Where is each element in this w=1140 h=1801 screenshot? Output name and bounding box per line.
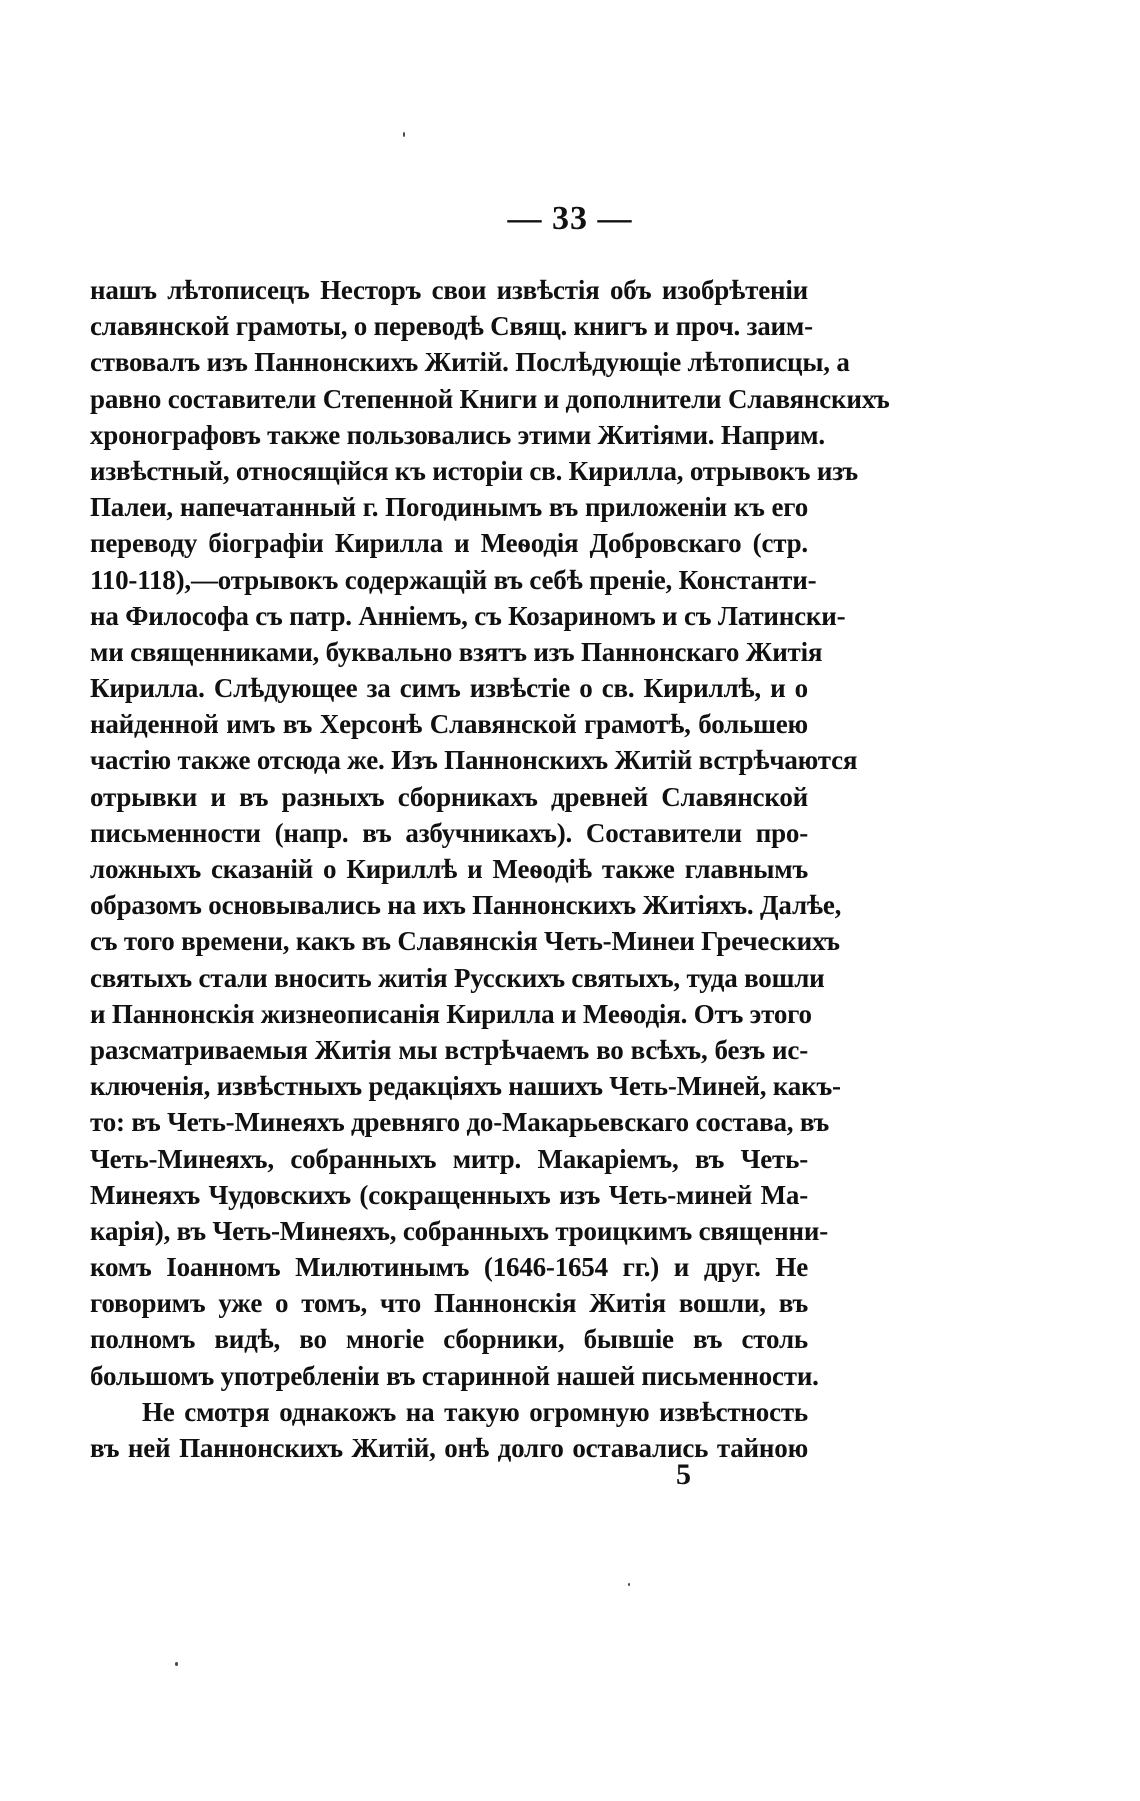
text-line: на Философа съ патр. Анніемъ, съ Козариномъ и съ Латински- bbox=[90, 600, 846, 631]
text-line: съ того времени, какъ въ Славянскія Четь-Минеи Греческихъ bbox=[90, 926, 840, 957]
text-line: въ ней Паннонскихъ Житій, онѣ долго оставались тайною bbox=[90, 1433, 808, 1463]
page-number: — 33 — bbox=[507, 200, 633, 237]
text-line: отрывки и въ разныхъ сборникахъ древней Славянской bbox=[90, 781, 808, 812]
text-line: комъ Іоанномъ Милютинымъ (1646-1654 гг.) и друг. Не bbox=[90, 1252, 808, 1283]
text-line: разсматриваемыя Житія мы встрѣчаемъ во всѣхъ, безъ ис- bbox=[90, 1034, 808, 1065]
text-line: 110-118),—отрывокъ содержащій въ себѣ преніе, Константи- bbox=[90, 564, 817, 595]
text-line: Четь-Минеяхъ, собранныхъ митр. Макаріемъ, въ Четь- bbox=[90, 1143, 808, 1174]
paragraph bbox=[90, 1394, 808, 1466]
text-line: извѣстный, относящійся къ исторіи св. Кирилла, отрывокъ изъ bbox=[90, 455, 858, 486]
text-line: ложныхъ сказаній о Кириллѣ и Меѳодіѣ также главнымъ bbox=[90, 854, 808, 884]
text-line: карія), въ Четь-Минеяхъ, собранныхъ троицкимъ священни- bbox=[90, 1215, 829, 1246]
text-line: образомъ основывались на ихъ Паннонскихъ Житіяхъ. Далѣе, bbox=[90, 890, 842, 921]
paper-speck bbox=[403, 132, 405, 137]
text-line: частію также отсюда же. Изъ Паннонскихъ Житій встрѣчаются bbox=[90, 745, 858, 776]
text-line: святыхъ стали вносить житія Русскихъ святыхъ, туда вошли bbox=[90, 962, 825, 993]
body-text bbox=[90, 272, 890, 1466]
text-line: Палеи, напечатанный г. Погодинымъ въ приложеніи къ его bbox=[90, 492, 808, 523]
text-line: ми священниками, буквально взятъ изъ Паннонскаго Житія bbox=[90, 636, 823, 667]
text-line: нашъ лѣтописецъ Несторъ свои извѣстія объ изобрѣтеніи bbox=[90, 275, 808, 305]
text-line: большомъ употребленіи въ старинной нашей письменности. bbox=[90, 1360, 819, 1391]
text-line: говоримъ уже о томъ, что Паннонскія Житія вошли, въ bbox=[90, 1288, 808, 1319]
text-line: равно составители Степенной Книги и дополнители Славянскихъ bbox=[90, 383, 890, 414]
paper-speck bbox=[628, 1583, 630, 1586]
text-line: письменности (напр. въ азбучникахъ). Составители про- bbox=[90, 817, 808, 848]
text-line: Минеяхъ Чудовскихъ (сокращенныхъ изъ Четь-миней Ма- bbox=[90, 1179, 808, 1210]
text-line: то: въ Четь-Минеяхъ древняго до-Макарьевскаго состава, въ bbox=[90, 1107, 830, 1138]
text-line: хронографовъ также пользовались этими Житіями. Наприм. bbox=[90, 419, 825, 450]
text-line: найденной имъ въ Херсонѣ Славянской грамотѣ, большею bbox=[90, 709, 808, 740]
paragraph bbox=[90, 272, 890, 1394]
text-line: ствовалъ изъ Паннонскихъ Житій. Послѣдующіе лѣтописцы, а bbox=[90, 347, 850, 378]
text-line: Не смотря однакожъ на такую огромную извѣстность bbox=[142, 1396, 808, 1427]
text-line: и Паннонскія жизнеописанія Кирилла и Меѳодія. Отъ этого bbox=[90, 998, 812, 1029]
text-line: ключенія, извѣстныхъ редакціяхъ нашихъ Четь-Миней, какъ- bbox=[90, 1071, 841, 1102]
text-line: славянской грамоты, о переводѣ Свящ. книгъ и проч. заим- bbox=[90, 311, 813, 342]
paper-speck bbox=[175, 1662, 178, 1666]
text-line: полномъ видѣ, во многіе сборники, бывшіе въ столь bbox=[90, 1324, 808, 1355]
signature-mark: 5 bbox=[676, 1458, 691, 1491]
text-line: Кирилла. Слѣдующее за симъ извѣстіе о св. Кириллѣ, и о bbox=[90, 673, 808, 704]
text-line: переводу біографіи Кирилла и Меѳодія Добровскаго (стр. bbox=[90, 528, 808, 559]
